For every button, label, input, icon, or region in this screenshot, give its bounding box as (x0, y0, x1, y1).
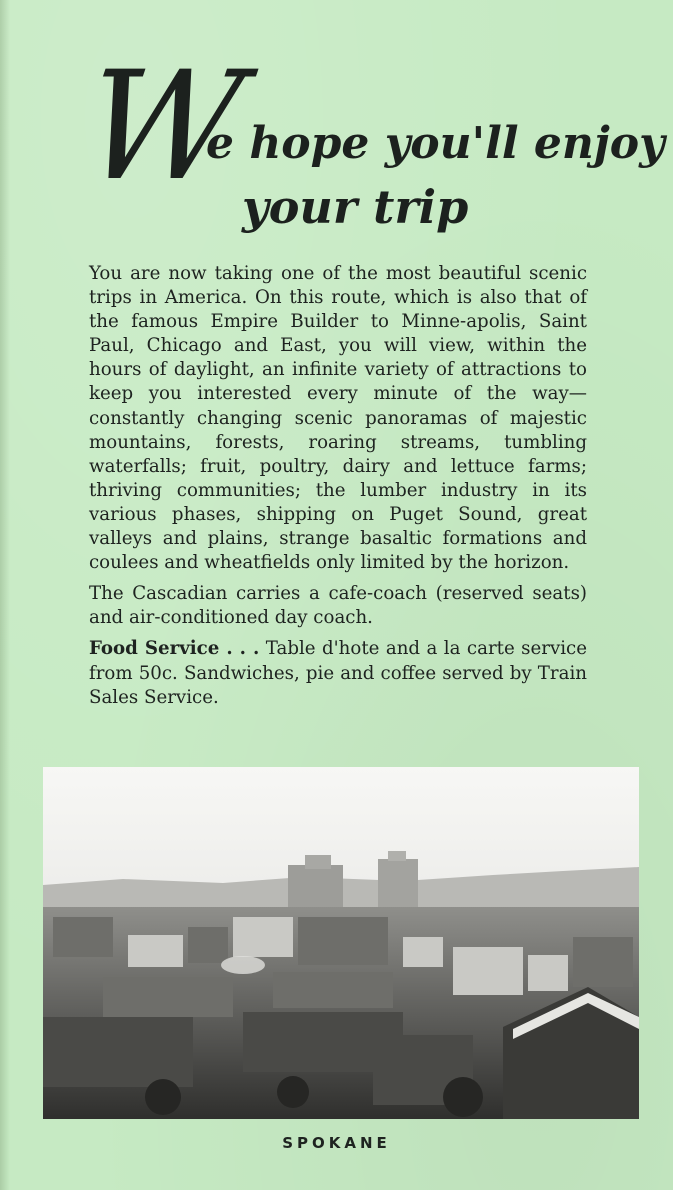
food-service-text: Table d'hote and a la carte service from 50c. Sandwiches, pie and coffee served by Train Sales Service. (89, 638, 587, 708)
equipment-paragraph: The Cascadian carries a cafe-coach (reserved seats) and air-conditioned day coach. (89, 583, 587, 629)
headline (73, 40, 665, 252)
intro-paragraph: You are now taking one of the most beautiful scenic trips in America. On this route, which is also that of the famous Empire Builder to Minne-apolis, Saint Paul, Chicago and East, you will view, within the hours of daylight, an infinite variety of attractions to keep you interested every minute of the way—constantly changing scenic panoramas of majestic mountains, forests, roaring streams, tumbling waterfalls; fruit, poultry, dairy and lettuce farms; thriving communities; the lumber industry in its various phases, shipping on Puget Sound, great valleys and plains, strange basaltic formations and coulees and wheatfields only limited by the horizon. (89, 263, 587, 574)
paper-edge-shadow (0, 0, 10, 1190)
city-photograph (43, 767, 639, 1119)
spokane-skyline-image (43, 767, 639, 1119)
headline-line-1-rest: e hope you'll enjoy (206, 118, 665, 169)
food-service-paragraph (89, 637, 587, 709)
food-service-label: Food Service . . . (89, 638, 260, 660)
body-copy (89, 262, 587, 717)
headline-line-2: your trip (242, 180, 469, 234)
headline-initial: W (73, 40, 247, 214)
photo-caption: SPOKANE (282, 1134, 391, 1152)
